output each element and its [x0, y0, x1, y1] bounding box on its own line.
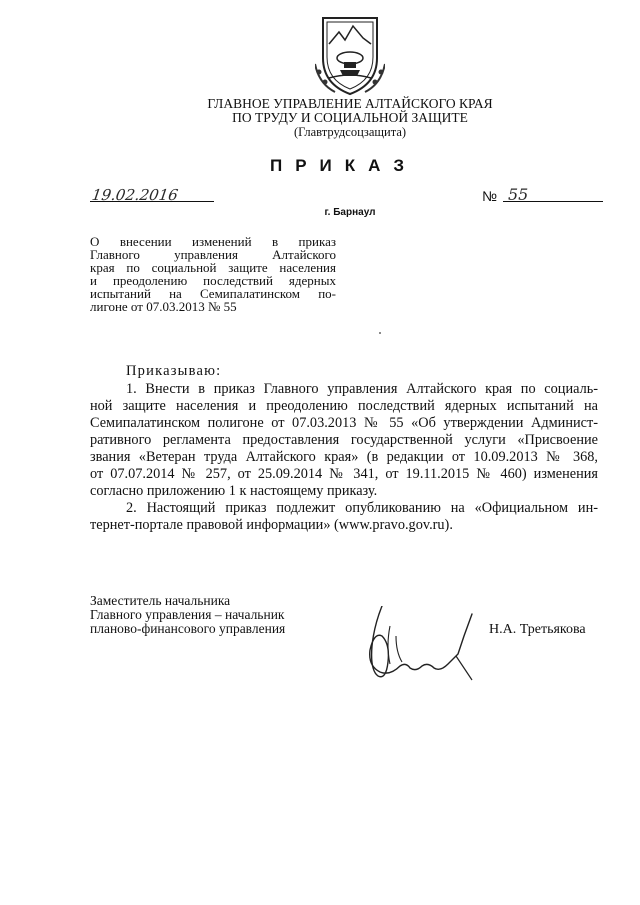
subject-line: края по социальной защите населения [90, 260, 336, 275]
subject-line: и преодолению последствий ядерных [90, 273, 336, 288]
order-word: Приказываю: [126, 363, 222, 379]
body-line: 1. Внести в приказ Главного управления Алтайского края по социаль- [126, 381, 598, 397]
signer-position [90, 594, 285, 636]
body-line: тернет-портале правовой информации» (www.pravo.gov.ru). [90, 517, 453, 533]
subject-line: Главного управления Алтайского [90, 247, 336, 262]
subject-line: испытаний на Семипалатинском по- [90, 286, 336, 301]
org-name-line1: ГЛАВНОЕ УПРАВЛЕНИЕ АЛТАЙСКОГО КРАЯ [207, 96, 493, 111]
body-line: ной защите населения и преодолению последствий ядерных испытаний на [90, 398, 598, 414]
document-body [90, 381, 598, 534]
document-subject [90, 235, 336, 313]
number-label: № [482, 188, 498, 204]
body-line: 2. Настоящий приказ подлежит опубликованию на «Официальном ин- [126, 500, 598, 516]
stray-dot [379, 332, 381, 334]
body-line: Семипалатинском полигоне от 07.03.2013 № 55 «Об утверждении Админист- [90, 415, 598, 431]
body-line: от 07.07.2014 № 257, от 25.09.2014 № 341, от 19.11.2015 № 460) изменения [90, 466, 598, 482]
signer-name: Н.А. Третьякова [489, 622, 586, 637]
body-line: ративного регламента предоставления государственной услуги «Присвоение [90, 432, 598, 448]
document-date: 19.02.2016 [90, 186, 180, 204]
org-name-line2: ПО ТРУДУ И СОЦИАЛЬНОЙ ЗАЩИТЕ [232, 110, 468, 125]
document-title: ПРИКАЗ [270, 156, 418, 175]
org-short-name: (Главтрудсоцзащита) [293, 125, 407, 139]
subject-line: О внесении изменений в приказ [90, 234, 336, 249]
date-underline [90, 201, 214, 202]
body-line: согласно приложению 1 к настоящему приказу. [90, 483, 378, 499]
signer-position-line: Заместитель начальника [90, 593, 231, 608]
signer-position-line: планово-финансового управления [90, 621, 286, 636]
subject-line: лигоне от 07.03.2013 № 55 [90, 299, 237, 314]
handwritten-signature [360, 606, 490, 684]
body-line: звания «Ветеран труда Алтайского края» (в редакции от 10.09.2013 № 368, [90, 449, 598, 465]
document-number: 55 [508, 185, 529, 204]
signer-position-line: Главного управления – начальник [90, 607, 285, 622]
document-place: г. Барнаул [324, 207, 376, 218]
number-underline [503, 201, 603, 202]
coat-of-arms-icon [315, 14, 385, 96]
